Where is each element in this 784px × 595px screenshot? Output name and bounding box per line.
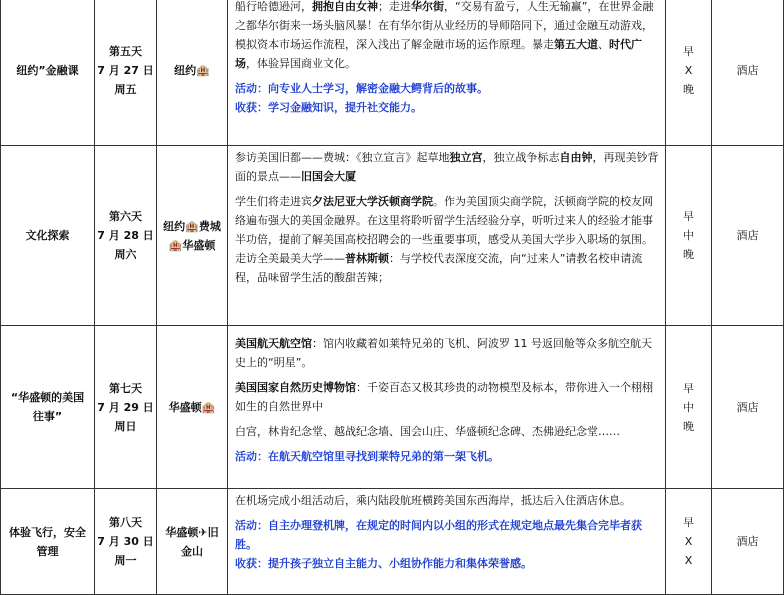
date-label: 7 月 27 日 (97, 63, 154, 77)
hotel-cell: 酒店 (712, 489, 784, 595)
description-cell (228, 489, 666, 595)
dinner-mark: 晚 (683, 82, 694, 96)
harvest-text: 收获：学习金融知识，提升社交能力。 (235, 101, 422, 114)
highlight-text: 时代广场 (235, 38, 642, 70)
highlight-text: 自由钟 (559, 151, 593, 164)
highlight-text: 美国航天航空馆 (235, 337, 312, 350)
lunch-mark: X (684, 535, 693, 548)
description-paragraph: 白宫，林肯纪念堂、越战纪念墙、国会山庄、华盛顿纪念碑、杰佛逊纪念堂…… (235, 425, 620, 438)
highlight-text: 夕法尼亚大学沃顿商学院 (312, 195, 433, 208)
highlight-text: 拥抱自由女神 (312, 0, 378, 13)
hotel-cell: 酒店 (712, 146, 784, 326)
theme-cell: 纽约”金融课 (1, 0, 95, 146)
city-cell: 华盛顿✈旧金山 (157, 489, 228, 595)
description-paragraph (235, 249, 659, 287)
dinner-mark: 晚 (683, 419, 694, 433)
lunch-mark: 中 (683, 229, 694, 242)
description-paragraph (235, 334, 659, 372)
meal-cell (666, 146, 712, 326)
text-run: ：与学校代表深度交流，向“过来人”请教名校申请流程，品味留学生活的酸甜苦辣； (235, 252, 643, 284)
lunch-mark: X (684, 63, 693, 77)
description-cell (228, 326, 666, 489)
description-paragraph (235, 192, 659, 249)
text-run: ，体验异国商业文化。 (246, 57, 356, 70)
day-label: 第六天 (109, 210, 142, 223)
harvest-text: 收获：提升孩子独立自主能力、小组协作能力和集体荣誉感。 (235, 557, 532, 570)
description-paragraph (235, 0, 659, 73)
city-cell: 华盛顿🏨 (157, 326, 228, 489)
weekday-label: 周六 (114, 248, 137, 261)
itinerary-row-day8 (1, 489, 784, 595)
highlight-text: 独立宫 (449, 151, 483, 164)
dinner-mark: 晚 (683, 248, 694, 261)
highlight-text: 第五大道 (554, 38, 598, 51)
highlight-text: 普林斯顿 (345, 252, 389, 265)
itinerary-row-day6 (1, 146, 784, 326)
theme-cell: 体验飞行，安全管理 (1, 489, 95, 595)
text-run: 参访美国旧都——费城：《独立宣言》起草地 (235, 151, 450, 164)
meal-cell (666, 0, 712, 146)
date-cell (95, 326, 157, 489)
city-cell: 纽约🏨费城🏨华盛顿 (157, 146, 228, 326)
date-label: 7 月 28 日 (97, 229, 154, 242)
activity-text: 活动：在航天航空馆里寻找到莱特兄弟的第一架飞机。 (235, 450, 499, 463)
breakfast-mark: 早 (683, 516, 694, 529)
text-run: ，独立战争标志 (482, 151, 560, 164)
activity-text: 活动：自主办理登机牌，在规定的时间内以小组的形式在规定地点最先集合完毕者获胜。 (235, 519, 642, 551)
highlight-text: 旧国会大厦 (301, 170, 356, 183)
itinerary-row-day5 (1, 0, 784, 146)
day-label: 第七天 (109, 381, 142, 395)
activity-text: 活动：向专业人士学习，解密金融大鳄背后的故事。 (235, 82, 488, 95)
weekday-label: 周日 (114, 419, 137, 433)
text-run: 走访全美最美大学—— (235, 252, 345, 265)
highlight-text: 华尔街 (411, 0, 444, 13)
text-run: 。作为美国顶尖商学院，沃顿商学院的校友网络遍布强大的美国金融界。在这里将聆听留学生活经验分享，听听过来人的经验才能事半功倍，提前了解美国高校招聘会的一些重要事项，感受从美国大学步入职场的氛围。 (235, 195, 653, 246)
description-paragraph (235, 378, 659, 416)
itinerary-row-day7 (1, 326, 784, 489)
description-paragraph: 在机场完成小组活动后，乘内陆段航班横跨美国东西海岸，抵达后入住酒店休息。 (235, 494, 631, 507)
breakfast-mark: 早 (683, 210, 694, 223)
day-label: 第八天 (109, 516, 142, 529)
theme-cell: “华盛顿的美国往事” (1, 326, 95, 489)
text-run: ，“交易有盈亏，人生无输赢”，在世界金融之都华尔街来一场头脑风暴！在有华尔街从业经历的导师陪同下，通过金融互动游戏，模拟资本市场运作流程，深入浅出了解金融市场的运作原理。暴走 (235, 0, 654, 51)
breakfast-mark: 早 (683, 44, 694, 58)
description-cell (228, 0, 666, 146)
hotel-cell: 酒店 (712, 0, 784, 146)
meal-cell (666, 326, 712, 489)
date-cell (95, 146, 157, 326)
highlight-text: 美国国家自然历史博物馆 (235, 381, 356, 394)
description-cell (228, 146, 666, 326)
weekday-label: 周一 (114, 554, 137, 567)
text-run: ：馆内收藏着如莱特兄弟的飞机、阿波罗 11 号返回舱等众多航空航天史上的“明星”。 (235, 337, 652, 369)
weekday-label: 周五 (114, 82, 137, 96)
meal-cell (666, 489, 712, 595)
day-label: 第五天 (109, 44, 142, 58)
hotel-cell: 酒店 (712, 326, 784, 489)
text-run: ：千姿百态又极其珍贵的动物模型及标本，带你进入一个栩栩如生的自然世界中 (235, 381, 653, 413)
date-cell (95, 489, 157, 595)
text-run: 船行哈德逊河， (235, 0, 312, 13)
text-run: ；走进 (378, 0, 411, 13)
theme-cell: 文化探索 (1, 146, 95, 326)
lunch-mark: 中 (683, 400, 694, 414)
breakfast-mark: 早 (683, 381, 694, 395)
text-run: ，再现美钞背面的景点—— (235, 151, 659, 183)
date-cell (95, 0, 157, 146)
date-label: 7 月 29 日 (97, 400, 154, 414)
text-run: 学生们将走进宾 (235, 195, 312, 208)
dinner-mark: X (684, 554, 693, 567)
city-cell: 纽约🏨 (157, 0, 228, 146)
description-paragraph (235, 148, 659, 186)
text-run: 、 (598, 38, 609, 51)
date-label: 7 月 30 日 (97, 535, 154, 548)
